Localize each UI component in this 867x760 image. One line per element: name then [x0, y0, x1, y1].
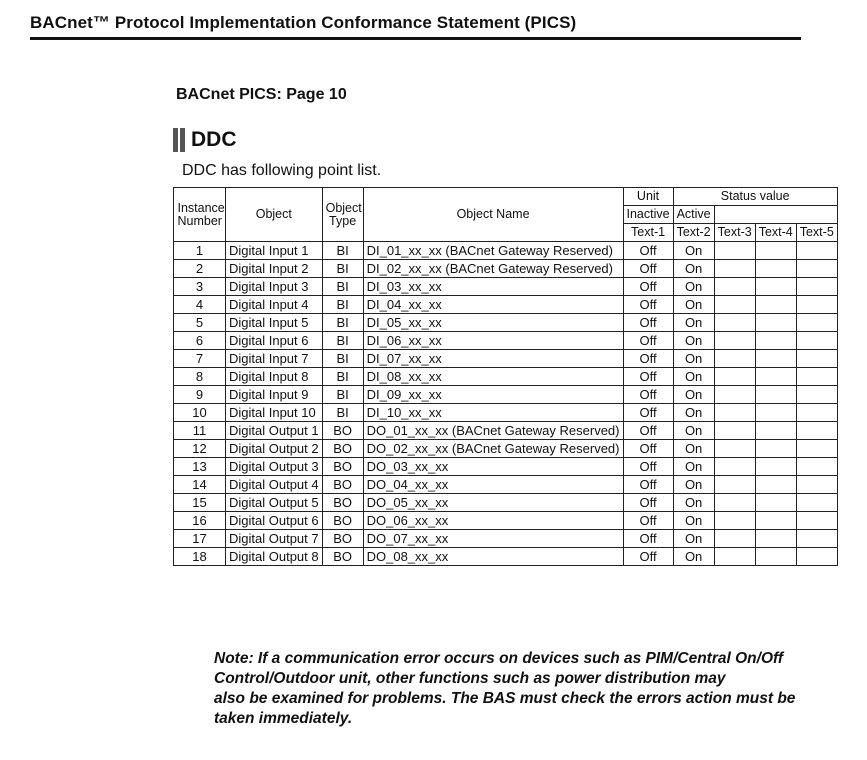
- cell-text-1: Off: [623, 368, 673, 386]
- cell-text-2: On: [673, 260, 714, 278]
- header-text-1: Text-1: [623, 224, 673, 242]
- header-object: Object: [226, 188, 323, 242]
- cell-object-type: BO: [322, 458, 363, 476]
- header-text-2: Text-2: [673, 224, 714, 242]
- cell-text-2: On: [673, 278, 714, 296]
- cell-text-1: Off: [623, 512, 673, 530]
- cell-text-4: [755, 458, 796, 476]
- cell-text-3: [714, 458, 755, 476]
- table-row: [174, 242, 838, 260]
- cell-text-4: [755, 548, 796, 566]
- cell-text-5: [796, 296, 837, 314]
- cell-object-name: DO_04_xx_xx: [363, 476, 623, 494]
- section-heading: [173, 127, 237, 153]
- header-object-name: Object Name: [363, 188, 623, 242]
- cell-text-1: Off: [623, 314, 673, 332]
- cell-object-type: BI: [322, 350, 363, 368]
- cell-object: Digital Output 1: [226, 422, 323, 440]
- cell-text-5: [796, 278, 837, 296]
- cell-object-name: DI_02_xx_xx (BACnet Gateway Reserved): [363, 260, 623, 278]
- cell-object: Digital Output 4: [226, 476, 323, 494]
- cell-text-3: [714, 476, 755, 494]
- cell-instance-number: 9: [174, 386, 226, 404]
- header-instance-number: [174, 188, 226, 242]
- cell-text-1: Off: [623, 350, 673, 368]
- cell-text-2: On: [673, 242, 714, 260]
- cell-text-5: [796, 530, 837, 548]
- cell-object-type: BI: [322, 332, 363, 350]
- cell-object: Digital Output 3: [226, 458, 323, 476]
- cell-object-type: BO: [322, 512, 363, 530]
- cell-text-5: [796, 242, 837, 260]
- header-status-value: Status value: [673, 188, 837, 206]
- cell-object: Digital Input 6: [226, 332, 323, 350]
- cell-object-type: BO: [322, 494, 363, 512]
- cell-text-2: On: [673, 512, 714, 530]
- cell-object: Digital Input 9: [226, 386, 323, 404]
- cell-text-4: [755, 242, 796, 260]
- table-row: [174, 296, 838, 314]
- table-row: [174, 512, 838, 530]
- cell-object-name: DI_08_xx_xx: [363, 368, 623, 386]
- cell-text-5: [796, 512, 837, 530]
- cell-instance-number: 3: [174, 278, 226, 296]
- table-row: [174, 548, 838, 566]
- cell-instance-number: 12: [174, 440, 226, 458]
- cell-text-5: [796, 476, 837, 494]
- table-row: [174, 368, 838, 386]
- cell-text-3: [714, 530, 755, 548]
- cell-text-2: On: [673, 386, 714, 404]
- cell-text-5: [796, 368, 837, 386]
- cell-text-5: [796, 440, 837, 458]
- cell-text-4: [755, 512, 796, 530]
- cell-text-4: [755, 494, 796, 512]
- table-row: [174, 386, 838, 404]
- table-row: [174, 404, 838, 422]
- cell-text-4: [755, 296, 796, 314]
- cell-text-1: Off: [623, 530, 673, 548]
- cell-object-type: BO: [322, 548, 363, 566]
- cell-text-5: [796, 494, 837, 512]
- cell-text-1: Off: [623, 296, 673, 314]
- section-bar-icon: [180, 128, 185, 152]
- cell-object: Digital Output 8: [226, 548, 323, 566]
- note-line: taken immediately.: [214, 710, 353, 727]
- note-line: also be examined for problems. The BAS must check the errors action must be: [214, 690, 796, 707]
- cell-text-3: [714, 350, 755, 368]
- cell-instance-number: 7: [174, 350, 226, 368]
- cell-text-5: [796, 404, 837, 422]
- page-label: BACnet PICS: Page 10: [176, 86, 347, 103]
- cell-text-5: [796, 314, 837, 332]
- header-text-3: Text-3: [714, 224, 755, 242]
- cell-instance-number: 2: [174, 260, 226, 278]
- cell-text-4: [755, 368, 796, 386]
- cell-instance-number: 4: [174, 296, 226, 314]
- cell-object-name: DO_02_xx_xx (BACnet Gateway Reserved): [363, 440, 623, 458]
- header-active: Active: [673, 206, 714, 224]
- cell-object: Digital Input 2: [226, 260, 323, 278]
- cell-text-1: Off: [623, 458, 673, 476]
- cell-instance-number: 18: [174, 548, 226, 566]
- cell-text-3: [714, 494, 755, 512]
- title-divider: [30, 37, 801, 40]
- cell-text-4: [755, 386, 796, 404]
- cell-object-type: BI: [322, 260, 363, 278]
- cell-object: Digital Input 1: [226, 242, 323, 260]
- cell-text-3: [714, 512, 755, 530]
- cell-object: Digital Input 7: [226, 350, 323, 368]
- cell-text-3: [714, 242, 755, 260]
- cell-instance-number: 16: [174, 512, 226, 530]
- table-row: [174, 260, 838, 278]
- cell-text-1: Off: [623, 332, 673, 350]
- cell-text-2: On: [673, 458, 714, 476]
- cell-text-3: [714, 440, 755, 458]
- cell-object-name: DO_05_xx_xx: [363, 494, 623, 512]
- cell-text-3: [714, 548, 755, 566]
- table-row: [174, 476, 838, 494]
- header-inactive: Inactive: [623, 206, 673, 224]
- cell-object-name: DO_06_xx_xx: [363, 512, 623, 530]
- cell-object-type: BI: [322, 368, 363, 386]
- cell-text-1: Off: [623, 476, 673, 494]
- table-row: [174, 350, 838, 368]
- cell-text-4: [755, 350, 796, 368]
- cell-instance-number: 6: [174, 332, 226, 350]
- header-instance-line: Instance Number: [177, 200, 225, 228]
- cell-object: Digital Output 2: [226, 440, 323, 458]
- cell-object-name: DI_03_xx_xx: [363, 278, 623, 296]
- cell-object-name: DO_03_xx_xx: [363, 458, 623, 476]
- table-row: [174, 422, 838, 440]
- cell-object: Digital Output 7: [226, 530, 323, 548]
- cell-text-2: On: [673, 548, 714, 566]
- header-object-type-text: Object Type: [325, 200, 362, 228]
- cell-text-5: [796, 386, 837, 404]
- cell-object-name: DI_07_xx_xx: [363, 350, 623, 368]
- cell-text-4: [755, 278, 796, 296]
- cell-object-type: BI: [322, 296, 363, 314]
- cell-instance-number: 11: [174, 422, 226, 440]
- cell-object-type: BI: [322, 242, 363, 260]
- cell-text-5: [796, 260, 837, 278]
- cell-object-type: BO: [322, 422, 363, 440]
- cell-text-3: [714, 404, 755, 422]
- cell-instance-number: 14: [174, 476, 226, 494]
- cell-object: Digital Input 8: [226, 368, 323, 386]
- cell-text-1: Off: [623, 242, 673, 260]
- table-row: [174, 278, 838, 296]
- table-row: [174, 458, 838, 476]
- cell-text-4: [755, 422, 796, 440]
- note-line: Control/Outdoor unit, other functions such as power distribution may: [214, 670, 726, 687]
- header-text-4: Text-4: [755, 224, 796, 242]
- cell-object-name: DI_10_xx_xx: [363, 404, 623, 422]
- note-block: [214, 649, 814, 729]
- document-title: BACnet™ Protocol Implementation Conformance Statement (PICS): [30, 13, 577, 32]
- cell-object-type: BI: [322, 386, 363, 404]
- cell-text-1: Off: [623, 278, 673, 296]
- cell-instance-number: 10: [174, 404, 226, 422]
- cell-text-3: [714, 314, 755, 332]
- cell-text-5: [796, 332, 837, 350]
- cell-text-1: Off: [623, 422, 673, 440]
- cell-object-name: DI_05_xx_xx: [363, 314, 623, 332]
- cell-text-4: [755, 476, 796, 494]
- table-row: [174, 494, 838, 512]
- cell-object-name: DI_04_xx_xx: [363, 296, 623, 314]
- cell-object-type: BO: [322, 476, 363, 494]
- table-body: [174, 242, 838, 566]
- section-title: DDC: [191, 128, 237, 151]
- cell-instance-number: 8: [174, 368, 226, 386]
- cell-text-2: On: [673, 494, 714, 512]
- cell-text-2: On: [673, 350, 714, 368]
- section-intro: DDC has following point list.: [182, 162, 382, 179]
- cell-object-name: DI_09_xx_xx: [363, 386, 623, 404]
- cell-text-1: Off: [623, 260, 673, 278]
- cell-object-name: DO_08_xx_xx: [363, 548, 623, 566]
- cell-text-4: [755, 314, 796, 332]
- cell-object-type: BO: [322, 440, 363, 458]
- cell-text-1: Off: [623, 548, 673, 566]
- cell-object: Digital Input 3: [226, 278, 323, 296]
- cell-text-2: On: [673, 404, 714, 422]
- table-row: [174, 440, 838, 458]
- header-blank: [714, 206, 837, 224]
- cell-text-5: [796, 548, 837, 566]
- cell-object: Digital Output 6: [226, 512, 323, 530]
- header-text-5: Text-5: [796, 224, 837, 242]
- cell-instance-number: 13: [174, 458, 226, 476]
- cell-text-1: Off: [623, 494, 673, 512]
- cell-text-2: On: [673, 530, 714, 548]
- cell-text-4: [755, 404, 796, 422]
- cell-text-2: On: [673, 332, 714, 350]
- cell-text-1: Off: [623, 440, 673, 458]
- cell-text-2: On: [673, 476, 714, 494]
- cell-text-3: [714, 278, 755, 296]
- cell-text-5: [796, 458, 837, 476]
- cell-object: Digital Input 5: [226, 314, 323, 332]
- cell-object-name: DO_01_xx_xx (BACnet Gateway Reserved): [363, 422, 623, 440]
- cell-object: Digital Output 5: [226, 494, 323, 512]
- cell-object: Digital Input 4: [226, 296, 323, 314]
- table-row: [174, 332, 838, 350]
- table-row: [174, 314, 838, 332]
- header-unit: Unit: [623, 188, 673, 206]
- cell-text-4: [755, 530, 796, 548]
- cell-text-3: [714, 260, 755, 278]
- cell-object-name: DO_07_xx_xx: [363, 530, 623, 548]
- cell-text-4: [755, 440, 796, 458]
- cell-text-1: Off: [623, 404, 673, 422]
- cell-text-2: On: [673, 440, 714, 458]
- table-row: [174, 530, 838, 548]
- cell-instance-number: 15: [174, 494, 226, 512]
- cell-object-type: BI: [322, 278, 363, 296]
- cell-text-4: [755, 260, 796, 278]
- header-object-type: [322, 188, 363, 242]
- cell-object-type: BO: [322, 530, 363, 548]
- cell-instance-number: 1: [174, 242, 226, 260]
- cell-instance-number: 5: [174, 314, 226, 332]
- note-line: Note: If a communication error occurs on devices such as PIM/Central On/Off: [214, 650, 784, 667]
- cell-text-3: [714, 422, 755, 440]
- cell-instance-number: 17: [174, 530, 226, 548]
- cell-text-1: Off: [623, 386, 673, 404]
- cell-text-3: [714, 386, 755, 404]
- cell-text-5: [796, 422, 837, 440]
- cell-text-3: [714, 368, 755, 386]
- cell-text-5: [796, 350, 837, 368]
- cell-object-type: BI: [322, 314, 363, 332]
- cell-object-name: DI_01_xx_xx (BACnet Gateway Reserved): [363, 242, 623, 260]
- cell-text-2: On: [673, 296, 714, 314]
- cell-text-2: On: [673, 422, 714, 440]
- section-bar-icon: [173, 128, 178, 152]
- cell-text-2: On: [673, 314, 714, 332]
- cell-object-type: BI: [322, 404, 363, 422]
- cell-text-2: On: [673, 368, 714, 386]
- cell-object: Digital Input 10: [226, 404, 323, 422]
- cell-object-name: DI_06_xx_xx: [363, 332, 623, 350]
- cell-text-3: [714, 332, 755, 350]
- cell-text-3: [714, 296, 755, 314]
- cell-text-4: [755, 332, 796, 350]
- point-list-table: [173, 187, 838, 566]
